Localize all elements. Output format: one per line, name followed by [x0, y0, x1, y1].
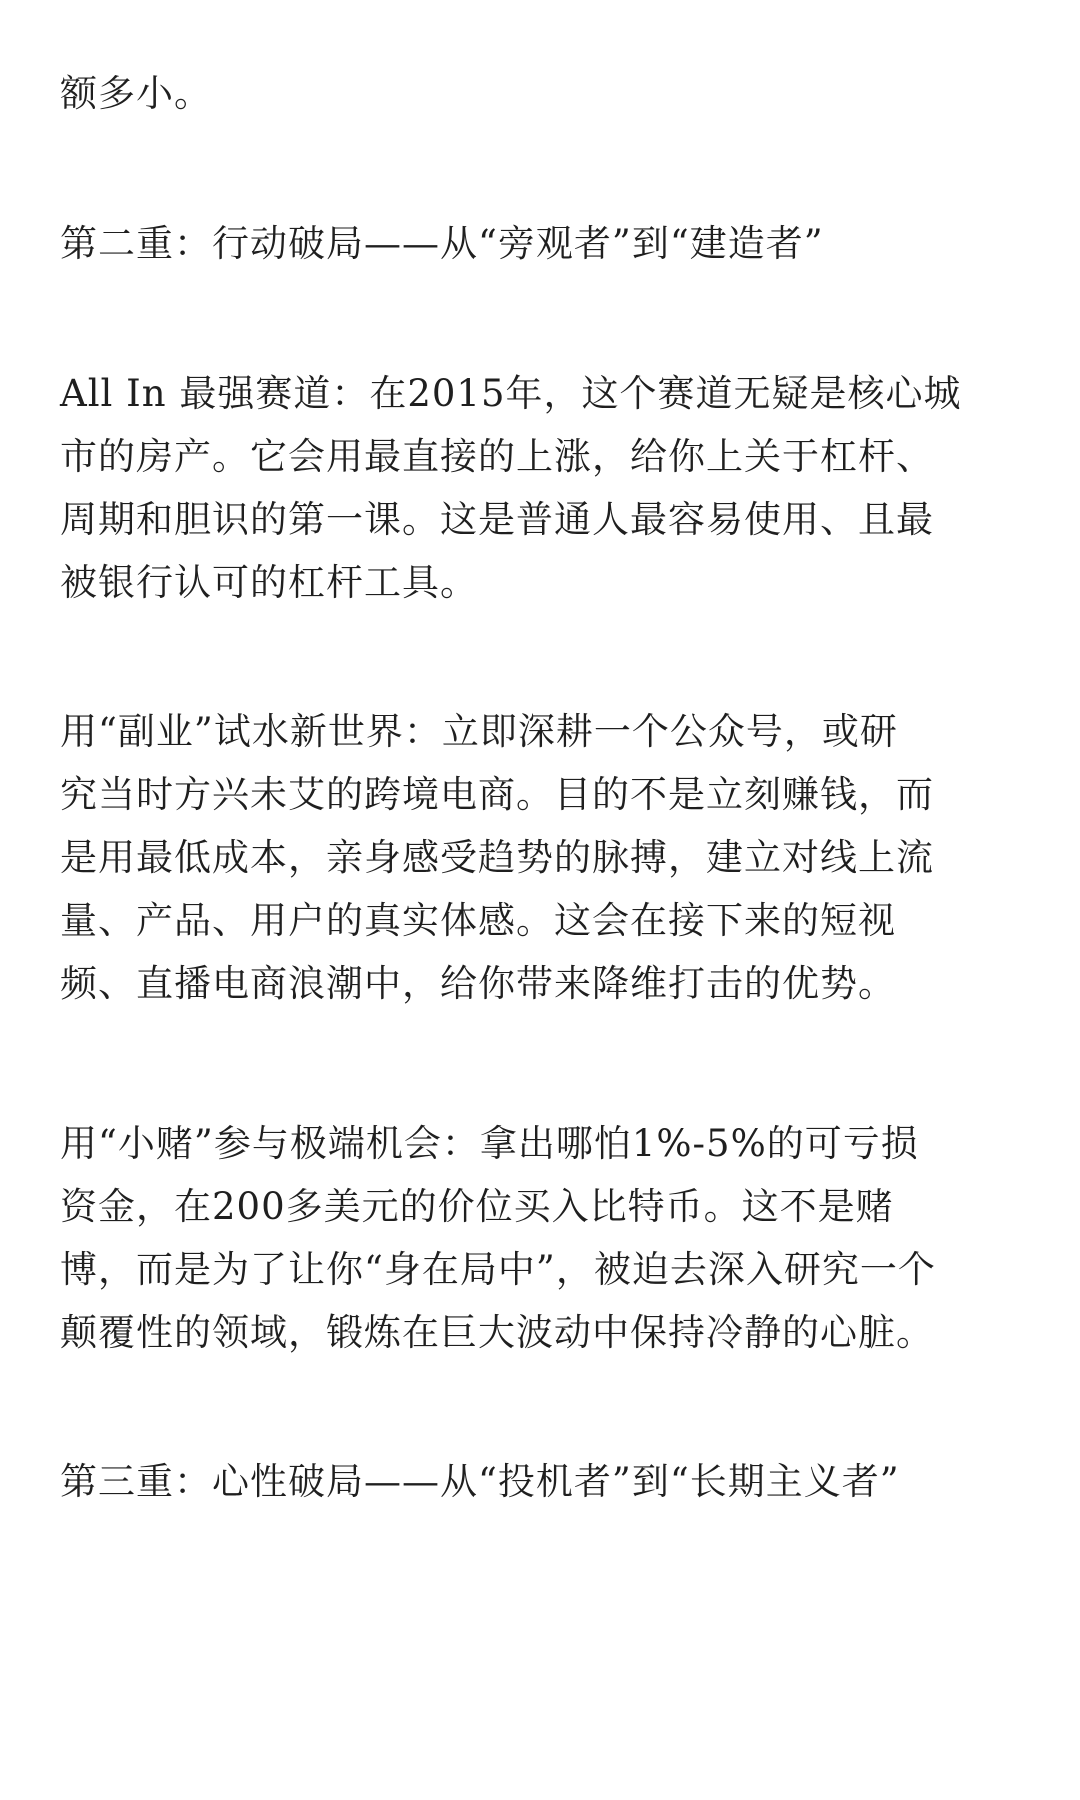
paragraph-fragment [60, 62, 1030, 125]
text-line: 用“小赌”参与极端机会：拿出哪怕1%-5%的可亏损 [60, 1122, 919, 1165]
paragraph-side-business [60, 700, 1030, 1015]
section-heading-third-level [60, 1450, 1030, 1513]
text-line: 颠覆性的领域，锻炼在巨大波动中保持冷静的心脏。 [60, 1311, 934, 1354]
text-line: 资金，在200多美元的价位买入比特币。这不是赌 [60, 1185, 894, 1228]
text-line: 用“副业”试水新世界：立即深耕一个公众号，或研 [60, 710, 898, 753]
section-heading-second-level [60, 212, 1030, 275]
text-line: 额多小。 [60, 72, 212, 115]
text-line: 量、产品、用户的真实体感。这会在接下来的短视 [60, 899, 896, 942]
text-line: 是用最低成本，亲身感受趋势的脉搏，建立对线上流 [60, 836, 934, 879]
text-line: 第三重：心性破局——从“投机者”到“长期主义者” [60, 1460, 900, 1503]
text-line: All In 最强赛道：在2015年，这个赛道无疑是核心城 [60, 372, 962, 415]
text-line: 究当时方兴未艾的跨境电商。目的不是立刻赚钱，而 [60, 773, 934, 816]
paragraph-small-bet [60, 1112, 1030, 1364]
text-line: 频、直播电商浪潮中，给你带来降维打击的优势。 [60, 962, 896, 1005]
text-line: 市的房产。它会用最直接的上涨，给你上关于杠杆、 [60, 435, 934, 478]
text-line: 周期和胆识的第一课。这是普通人最容易使用、且最 [60, 498, 934, 541]
paragraph-all-in-track [60, 362, 1030, 614]
text-line: 被银行认可的杠杆工具。 [60, 561, 478, 604]
text-line: 第二重：行动破局——从“旁观者”到“建造者” [60, 222, 824, 265]
text-line: 博，而是为了让你“身在局中”，被迫去深入研究一个 [60, 1248, 936, 1291]
